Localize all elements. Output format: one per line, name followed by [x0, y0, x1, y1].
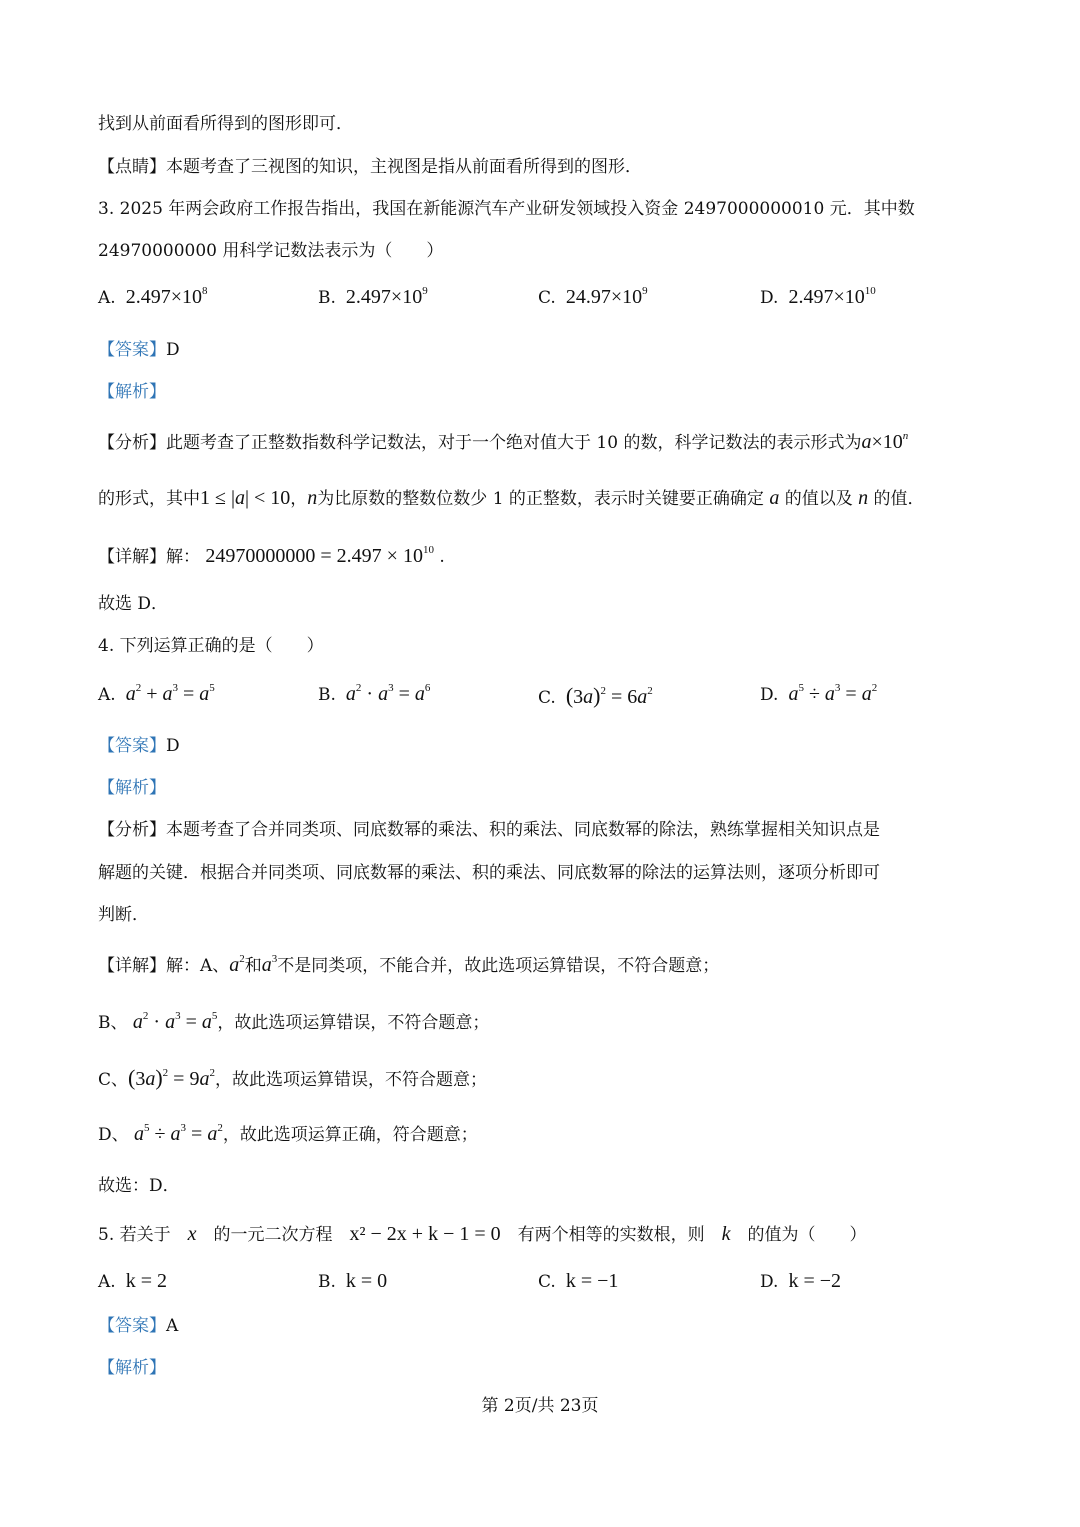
question-4-line: 4. 下列运算正确的是（ ）	[98, 636, 324, 656]
text-line: 找到从前面看所得到的图形即可．	[98, 114, 353, 134]
question-5-options	[98, 1270, 984, 1300]
fenxi-4-line-3: 判断．	[98, 905, 149, 925]
jiexi-line	[98, 380, 984, 404]
xiangjie-4-line-a: 【详解】解：A、$a^2$和$a^3$不是同类项，不能合并，故此选项运算错误，不符合题意；	[98, 953, 720, 976]
xiangjie-4-line-b: B、 $a^2 \cdot a^3 = a^5$，故此选项运算错误，不符合题意；	[98, 1010, 490, 1033]
xiangjie-3-line: 【详解】解： $24970000000 = 2.497 \times 10^{10}$ .	[98, 544, 445, 567]
jiexi-line	[98, 1356, 984, 1380]
page-footer: 第 2页/共 23页	[481, 1396, 599, 1416]
question-3-options	[98, 286, 984, 316]
answer-tag: 【答案】	[98, 736, 166, 756]
option-c: C. k = −1	[538, 1270, 619, 1292]
jiexi-tag: 【解析】	[98, 1358, 166, 1378]
answer-line	[98, 1314, 984, 1338]
option-c: C. $24.97\times 10^9$	[538, 285, 648, 308]
answer-value: D	[166, 340, 180, 360]
dianjing-text: 本题考查了三视图的知识，主视图是指从前面看所得到的图形．	[166, 157, 642, 177]
fenxi-line-2: 的形式，其中1 ≤ |a| < 10，n为比原数的整数位数少 1 的正整数，表示时关键要正确确定 a 的值以及 n 的值．	[98, 487, 925, 509]
fenxi-4-line-2: 解题的关键．根据合并同类项、同底数幂的乘法、积的乘法、同底数幂的除法的运算法则，逐项分析即可	[98, 863, 880, 883]
fenxi-tag: 【分析】	[98, 433, 166, 453]
xiangjie-4-line-c: C、$(3a)^2 = 9a^2$，故此选项运算错误，不符合题意；	[98, 1065, 487, 1090]
text-line	[98, 155, 984, 179]
guxuan-4-line: 故选：D．	[98, 1176, 180, 1196]
fenxi-4-line-1: 【分析】本题考查了合并同类项、同底数幂的乘法、积的乘法、同底数幂的除法，熟练掌握相关知识点是	[98, 820, 880, 840]
answer-line	[98, 338, 984, 362]
answer-tag: 【答案】	[98, 1316, 166, 1336]
answer-value: A	[166, 1316, 179, 1336]
option-c: C. $(3a)^2 = 6a^2$	[538, 683, 653, 708]
xiangjie-4-line-d: D、 $a^5 \div a^3 = a^2$，故此选项运算正确，符合题意；	[98, 1122, 478, 1145]
fenxi-line-1	[98, 430, 984, 455]
question-4-options	[98, 683, 984, 713]
option-b: B. $a^2 \cdot a^3 = a^6$	[318, 682, 431, 705]
sci-form: $a\times 10^n$	[861, 430, 909, 453]
option-a: A. k = 2	[98, 1270, 167, 1292]
range-expr: 1 ≤ |a| < 10	[200, 487, 291, 509]
jiexi-line	[98, 776, 984, 800]
option-d: D. $2.497\times 10^{10}$	[760, 285, 876, 308]
q5-equation: x² − 2x + k − 1 = 0	[349, 1223, 501, 1245]
jiexi-tag: 【解析】	[98, 778, 166, 798]
answer-value: D	[166, 736, 180, 756]
guxuan-3-line: 故选 D．	[98, 594, 169, 614]
answer-line	[98, 734, 984, 758]
fenxi-text: 此题考查了正整数指数科学记数法，对于一个绝对值大于 10 的数，科学记数法的表示形式为	[166, 433, 862, 453]
answer-tag: 【答案】	[98, 340, 166, 360]
option-b: B. $2.497\times 10^9$	[318, 285, 428, 308]
option-b: B. k = 0	[318, 1270, 388, 1292]
option-a: A. $a^2 + a^3 = a^5$	[98, 682, 215, 705]
question-5-line: 5. 若关于 x 的一元二次方程 x² − 2x + k − 1 = 0 有两个相等的实数根，则 k 的值为（ ）	[98, 1223, 867, 1245]
option-a: A. $2.497\times 10^8$	[98, 285, 208, 308]
xiangjie-tag: 【详解】	[98, 547, 166, 567]
xiangjie-3-expr: $24970000000 = 2.497 \times 10^{10}$	[205, 544, 434, 567]
dianjing-tag: 【点睛】	[98, 157, 166, 177]
jiexi-tag: 【解析】	[98, 382, 166, 402]
question-3-line-2: 24970000000 用科学记数法表示为（ ）	[98, 241, 444, 261]
question-3-line-1: 3. 2025 年两会政府工作报告指出，我国在新能源汽车产业研发领域投入资金 2497000000010 元．其中数	[98, 199, 915, 219]
option-d: D. k = −2	[760, 1270, 841, 1292]
option-d: D. $a^5 \div a^3 = a^2$	[760, 682, 878, 705]
